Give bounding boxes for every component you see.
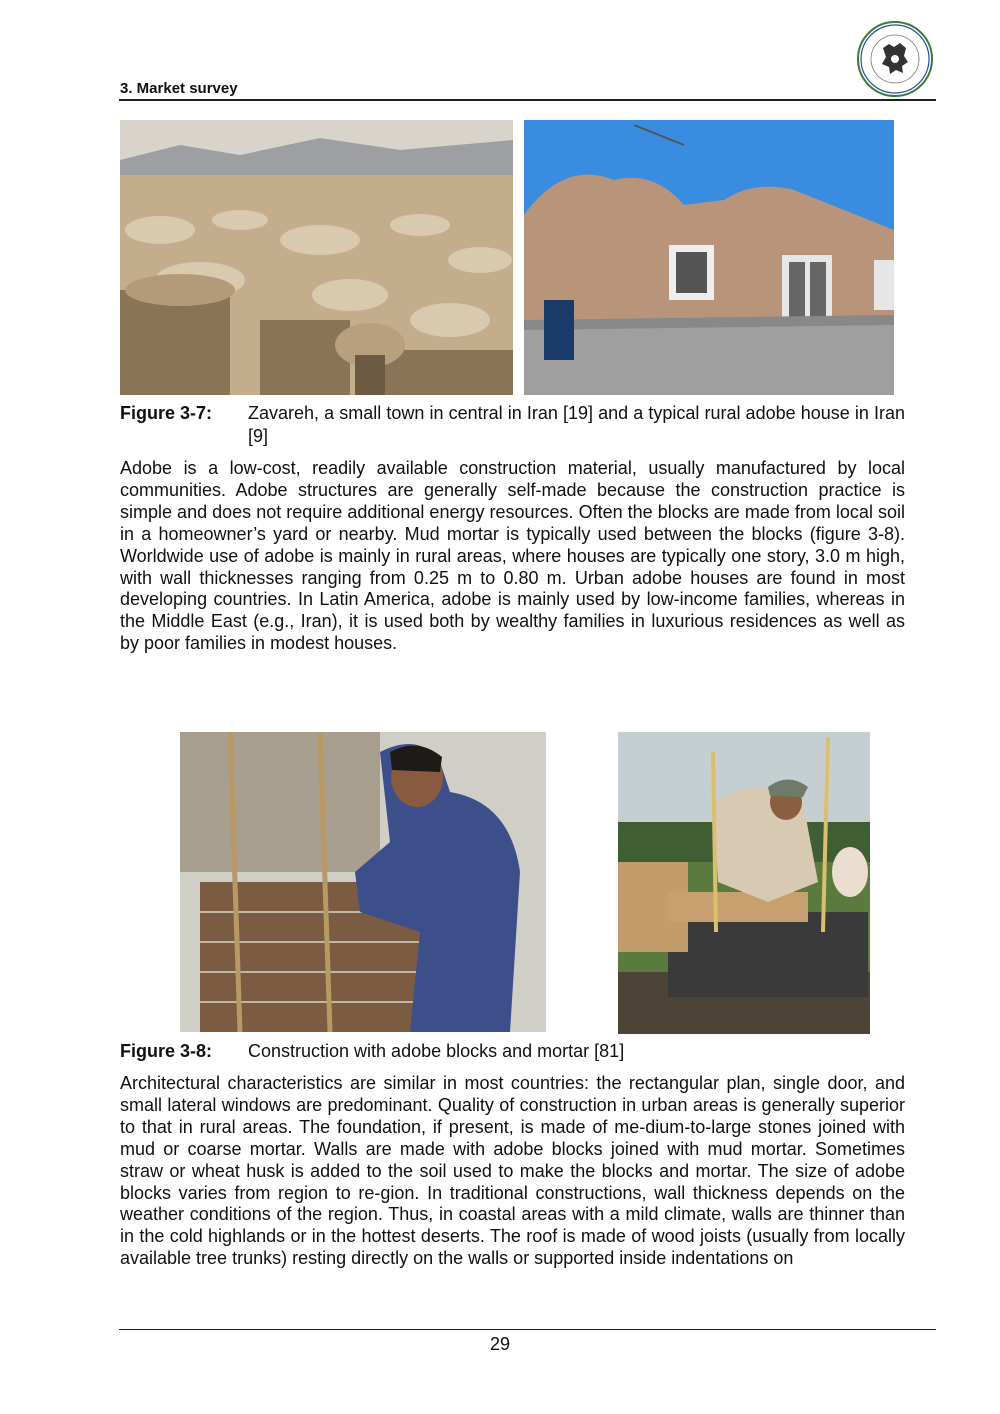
- figure-3-8-label: Figure 3-8:: [120, 1041, 213, 1061]
- page-number: 29: [489, 1334, 511, 1354]
- body-paragraph-architectural-characteristics: Architectural characteristics are similar in most countries: the rectangular plan, single door, and small lateral windows are predominant. Quality of construction in urban areas is generally superior to that in rural areas. The foundation, if present, is made of me-dium-to-large stones joined with mud or coarse mortar. Walls are made with adobe blocks joined with mud mortar. Sometimes straw or wheat husk is added to the soil used to make the blocks and mortar. The size of adobe blocks varies from region to re-gion. In traditional constructions, wall thickness depends on the weather conditions of the region. Thus, in coastal areas with a mild climate, walls are thinner than in the cold highlands or in the hottest deserts. The roof is made of wood joists (usually from locally available tree trunks) resting directly on the walls or supported inside indentations on: [120, 1073, 905, 1269]
- figure-3-8-caption: [120, 1040, 905, 1065]
- figure-3-7-label: Figure 3-7:: [120, 403, 213, 423]
- zavareh-town-photo: [120, 120, 513, 395]
- rural-adobe-house-photo: [524, 120, 894, 395]
- header-divider: [119, 99, 936, 101]
- footer-divider: [119, 1329, 936, 1330]
- figure-3-7-caption: [120, 402, 905, 452]
- university-seal-logo: [856, 20, 934, 98]
- worker-laying-adobe-photo: [180, 732, 546, 1032]
- figure-3-8-caption-text: Construction with adobe blocks and mortar [81]: [248, 1041, 625, 1061]
- figure-3-7-caption-text: Zavareh, a small town in central in Iran [19] and a typical rural adobe house in Iran [9]: [248, 403, 905, 446]
- running-header-title: 3. Market survey: [120, 80, 238, 97]
- body-paragraph-adobe-overview: Adobe is a low-cost, readily available construction material, usually manufactured by local communities. Adobe structures are generally self-made because the construction practice is simple and does not require additional energy resources. Often the blocks are made from local soil in a homeowner’s yard or nearby. Mud mortar is typically used between the blocks (figure 3-8). Worldwide use of adobe is mainly in rural areas, where houses are typically one story, 3.0 m high, with wall thicknesses ranging from 0.25 m to 0.80 m. Urban adobe houses are found in most developing countries. In Latin America, adobe is mainly used by low-income families, whereas in the Middle East (e.g., Iran), it is used both by wealthy families in luxurious residences as well as by poor families in modest houses.: [120, 458, 905, 654]
- worker-building-foundation-photo: [618, 732, 870, 1034]
